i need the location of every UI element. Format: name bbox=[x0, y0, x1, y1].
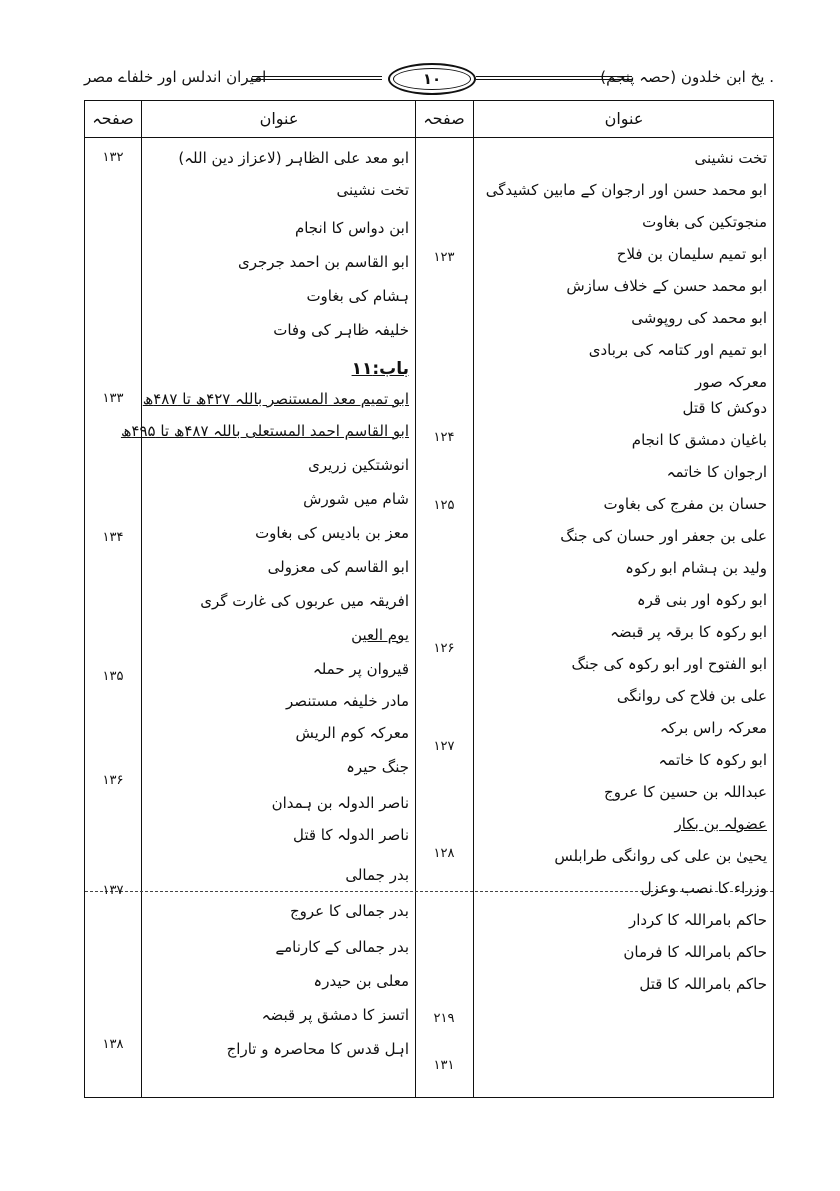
toc-entry: ابو محمد کی روپوشی bbox=[631, 309, 767, 327]
divider-right-page bbox=[473, 101, 474, 1097]
toc-entry: معرکہ کوم الریش bbox=[295, 724, 409, 742]
toc-page-number: ۱۳۳ bbox=[102, 391, 124, 406]
toc-entry: معلی بن حیدرہ bbox=[313, 972, 409, 990]
toc-entry: حاکم بامراللہ کا فرمان bbox=[623, 943, 767, 961]
toc-entry: ابن دواس کا انجام bbox=[294, 219, 409, 237]
toc-entry: معز بن بادیس کی بغاوت bbox=[255, 524, 409, 542]
toc-page-number: ۲۱۹ bbox=[433, 1011, 455, 1026]
toc-page-number: ۱۳۶ bbox=[102, 773, 124, 788]
toc-entry: ابو الفتوح اور ابو رکوہ کی جنگ bbox=[571, 655, 767, 673]
col-head-right-title: عنوان bbox=[604, 109, 644, 128]
toc-entry: تخت نشینی bbox=[694, 149, 767, 167]
toc-entry: ابو رکوہ کا خاتمہ bbox=[658, 751, 767, 769]
toc-entry: ہشام کی بغاوت bbox=[306, 287, 409, 305]
toc-entry: یوم العین bbox=[351, 626, 409, 644]
toc-page-number: ۱۳۸ bbox=[102, 1037, 124, 1052]
toc-entry: وزراء کا نصب وعزل bbox=[640, 879, 767, 897]
toc-entry: منجوتکین کی بغاوت bbox=[642, 213, 767, 231]
toc-entry: تخت نشینی bbox=[336, 181, 409, 199]
toc-entry: بدر جمالی bbox=[345, 866, 409, 884]
toc-entry: عبداللہ بن حسین کا عروج bbox=[604, 783, 767, 801]
divider-left-page bbox=[141, 101, 142, 1097]
header-rule-left bbox=[252, 76, 382, 80]
header-right-title: . یخ ابن خلدون (حصہ پنجم) bbox=[600, 68, 774, 86]
toc-entry: ابو القاسم کی معزولی bbox=[267, 558, 409, 576]
toc-entry: مادر خلیفہ مستنصر bbox=[286, 692, 409, 710]
toc-entry: علی بن فلاح کی روانگی bbox=[616, 687, 767, 705]
header-left-title: امیران اندلس اور خلفاے مصر bbox=[84, 68, 267, 86]
chapter-heading: باب:۱۱ bbox=[351, 359, 409, 379]
toc-entry: قیروان پر حملہ bbox=[312, 660, 409, 678]
toc-page-number: ۱۲۳ bbox=[433, 250, 455, 265]
toc-entry: ناصر الدولہ بن ہمدان bbox=[271, 794, 409, 812]
toc-entry: اہل قدس کا محاصرہ و تاراج bbox=[226, 1040, 409, 1058]
toc-page-number: ۱۲۴ bbox=[433, 430, 455, 445]
col-head-left-title: عنوان bbox=[259, 109, 299, 128]
toc-entry: ابو محمد حسن اور ارجوان کے مابین کشیدگی bbox=[485, 181, 767, 199]
toc-entry: معرکہ صور bbox=[695, 373, 767, 391]
toc-entry: ارجوان کا خاتمہ bbox=[666, 463, 767, 481]
toc-entry: شام میں شورش bbox=[303, 490, 409, 508]
col-head-left-page: صفحہ bbox=[92, 109, 134, 128]
toc-entry: خلیفہ ظاہر کی وفات bbox=[273, 321, 409, 339]
toc-page-number: ۱۲۵ bbox=[433, 498, 455, 513]
table-head-rule bbox=[85, 137, 773, 138]
toc-page-number: ۱۲۸ bbox=[433, 846, 455, 861]
toc-entry: معرکہ راس برکہ bbox=[659, 719, 767, 737]
toc-entry: ولید بن ہشام ابو رکوہ bbox=[625, 559, 767, 577]
toc-entry: حسان بن مفرج کی بغاوت bbox=[603, 495, 767, 513]
toc-entry: ابو القاسم بن احمد جرجری bbox=[237, 253, 409, 271]
toc-entry: ابو معد علی الظاہر (لاعزاز دین اللہ) bbox=[178, 149, 409, 167]
toc-entry: ابو محمد حسن کے خلاف سازش bbox=[566, 277, 767, 295]
toc-page-number: ۱۳۱ bbox=[433, 1058, 455, 1073]
toc-entry: ابو تمیم معد المستنصر باللہ ۴۲۷ھ تا ۴۸۷ھ bbox=[142, 390, 409, 408]
toc-entry: باغیان دمشق کا انجام bbox=[631, 431, 767, 449]
toc-entry: ابو تمیم سلیمان بن فلاح bbox=[616, 245, 767, 263]
toc-page-number: ۱۳۵ bbox=[102, 669, 124, 684]
toc-entry: بدر جمالی کے کارنامے bbox=[275, 938, 409, 956]
toc-page-number: ۱۲۷ bbox=[433, 739, 455, 754]
toc-entry: ابو القاسم احمد المستعلی باللہ ۴۸۷ھ تا ۴۹۵ھ bbox=[120, 422, 409, 440]
divider-center bbox=[415, 101, 416, 1097]
toc-entry: افریقہ میں عربوں کی غارت گری bbox=[200, 592, 409, 610]
toc-entry: ناصر الدولہ کا قتل bbox=[292, 826, 409, 844]
toc-entry: ابو رکوہ کا برقہ پر قبضہ bbox=[610, 623, 767, 641]
toc-entry: انوشتکین زریری bbox=[308, 456, 409, 474]
running-header bbox=[84, 62, 774, 94]
toc-page-number: ۱۳۷ bbox=[102, 883, 124, 898]
toc-entry: دوکش کا قتل bbox=[682, 399, 767, 417]
toc-entry: یحییٰ بن علی کی روانگی طرابلس bbox=[554, 847, 767, 865]
toc-entry: بدر جمالی کا عروج bbox=[289, 902, 409, 920]
toc-entry: حاکم بامراللہ کا کردار bbox=[628, 911, 767, 929]
col-head-right-page: صفحہ bbox=[423, 109, 465, 128]
toc-entry: عضولہ بن بکار bbox=[674, 815, 767, 833]
toc-page-number: ۱۳۲ bbox=[102, 150, 124, 165]
toc-entry: علی بن جعفر اور حسان کی جنگ bbox=[560, 527, 767, 545]
toc-entry: حاکم بامراللہ کا قتل bbox=[639, 975, 767, 993]
contents-table bbox=[84, 100, 774, 1098]
toc-page-number: ۱۲۶ bbox=[433, 641, 455, 656]
toc-page-number: ۱۳۴ bbox=[102, 530, 124, 545]
toc-entry: جنگ حیرہ bbox=[346, 758, 409, 776]
toc-entry: ابو تمیم اور کتامہ کی بربادی bbox=[588, 341, 767, 359]
toc-entry: ابو رکوہ اور بنی قرہ bbox=[636, 591, 767, 609]
toc-entry: اتسز کا دمشق پر قبضہ bbox=[261, 1006, 409, 1024]
page-number: ۱۰ bbox=[388, 63, 476, 95]
